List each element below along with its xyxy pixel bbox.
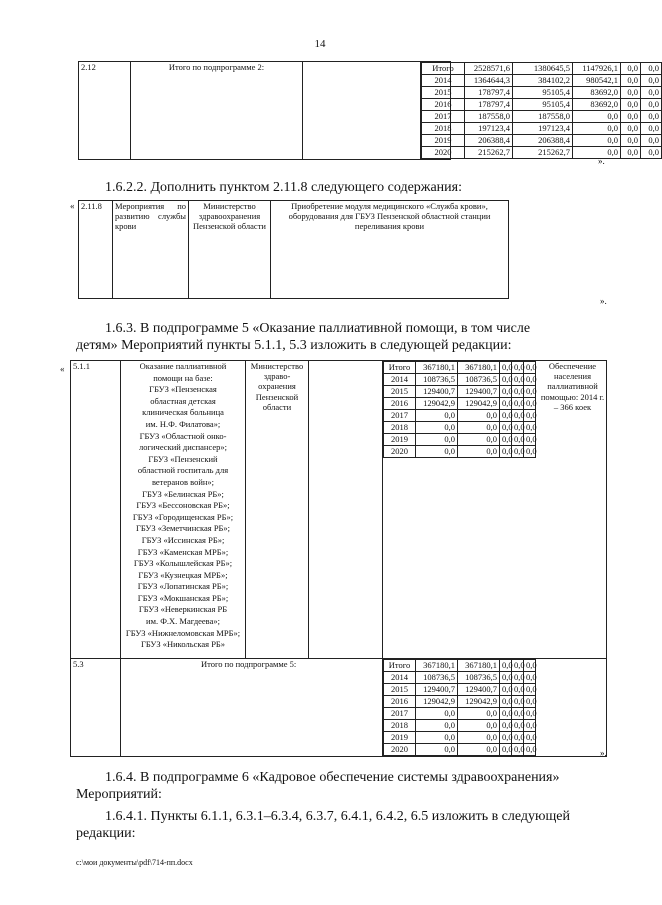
amount-cell: 0,0 <box>512 422 524 434</box>
open-quote-mark: « <box>60 364 65 374</box>
amount-cell: 0,0 <box>416 434 458 446</box>
amount-cell: 0,0 <box>500 446 512 458</box>
close-quote-mark: ». <box>600 748 607 758</box>
table-row <box>71 659 607 757</box>
amount-cell: 0,0 <box>416 410 458 422</box>
amount-cell: 0,0 <box>524 672 536 684</box>
amount-cell: 0,0 <box>524 362 536 374</box>
amount-cell: 129042,9 <box>416 398 458 410</box>
amount-cell: 178797,4 <box>465 87 513 99</box>
amount-cell: 0,0 <box>500 744 512 756</box>
event-line: ГБУЗ «Областной онко- <box>139 430 227 441</box>
year-cell: 2018 <box>422 123 465 135</box>
finance-row <box>384 386 536 398</box>
year-cell: 2019 <box>384 732 416 744</box>
finance-table <box>383 361 536 458</box>
event-line: ГБУЗ «Колышлейская РБ»; <box>133 558 233 569</box>
amount-cell: 0,0 <box>512 732 524 744</box>
executor: Министерство здраво-охранения Пензенской области <box>246 361 309 659</box>
event-line: ГБУЗ «Кузнецкая МРБ»; <box>138 569 228 580</box>
amount-cell: 95105,4 <box>513 99 573 111</box>
event-line: ветеранов войн»; <box>151 476 215 487</box>
amount-cell: 0,0 <box>458 422 500 434</box>
amount-cell: 0,0 <box>512 434 524 446</box>
amount-cell: 0,0 <box>621 135 641 147</box>
amount-cell: 0,0 <box>500 434 512 446</box>
amount-cell: 83692,0 <box>573 99 621 111</box>
amount-cell: 187558,0 <box>513 111 573 123</box>
item-number: 2.12 <box>79 62 131 160</box>
amount-cell: 95105,4 <box>513 87 573 99</box>
paragraph-1-6-2-2: 1.6.2.2. Дополнить пунктом 2.11.8 следующего содержания: <box>105 180 462 195</box>
table-row <box>79 62 531 160</box>
paragraph-1-6-4-line1: 1.6.4. В подпрограмме 6 «Кадровое обеспечение системы здравоохранения» <box>105 770 560 785</box>
footer-file-path: c:\мои документы\pdf\714-пп.docx <box>76 858 193 867</box>
event-line: ГБУЗ «Мокшанская РБ»; <box>137 592 229 603</box>
amount-cell: 108736,5 <box>416 374 458 386</box>
subprogram-2-total-table <box>78 61 659 160</box>
amount-cell: 0,0 <box>512 398 524 410</box>
finance-row <box>422 135 662 147</box>
year-cell: 2017 <box>422 111 465 123</box>
amount-cell: 0,0 <box>524 410 536 422</box>
amount-cell: 0,0 <box>524 684 536 696</box>
year-cell: 2015 <box>384 386 416 398</box>
amount-cell: 2528571,6 <box>465 63 513 75</box>
amount-cell: 0,0 <box>500 732 512 744</box>
amount-cell: 0,0 <box>458 744 500 756</box>
item-number: 5.3 <box>71 659 121 757</box>
finance-row <box>384 684 536 696</box>
year-cell: 2019 <box>384 434 416 446</box>
amount-cell: 0,0 <box>512 672 524 684</box>
executor: Министерство здравоохранения Пензенской области <box>189 201 271 299</box>
amount-cell: 0,0 <box>573 111 621 123</box>
amount-cell: 0,0 <box>621 99 641 111</box>
amount-cell: 0,0 <box>512 410 524 422</box>
amount-cell: 367180,1 <box>416 362 458 374</box>
event-line: логический диспансер»; <box>139 442 227 453</box>
amount-cell: 0,0 <box>500 398 512 410</box>
amount-cell: 0,0 <box>458 446 500 458</box>
year-cell: 2015 <box>384 684 416 696</box>
amount-cell: 0,0 <box>641 135 662 147</box>
year-cell: 2020 <box>422 147 465 159</box>
event-line: Оказание паллиативной <box>139 361 227 371</box>
finance-row <box>384 696 536 708</box>
finance-row <box>384 660 536 672</box>
event-line: им. Ф.Х. Магдеева»; <box>146 616 220 627</box>
amount-cell: 0,0 <box>524 386 536 398</box>
amount-cell: 0,0 <box>641 63 662 75</box>
year-cell: Итого <box>384 362 416 374</box>
amount-cell: 0,0 <box>524 446 536 458</box>
amount-cell: 0,0 <box>524 708 536 720</box>
amount-cell: 0,0 <box>621 147 641 159</box>
year-cell: 2014 <box>384 672 416 684</box>
amount-cell: 0,0 <box>512 374 524 386</box>
page-number: 14 <box>314 38 326 50</box>
finance-row <box>422 147 662 159</box>
item-2-11-8-table <box>78 200 599 299</box>
amount-cell: 0,0 <box>573 123 621 135</box>
amount-cell: 0,0 <box>416 422 458 434</box>
amount-cell: 0,0 <box>512 660 524 672</box>
event-name <box>121 361 246 659</box>
amount-cell: 0,0 <box>416 720 458 732</box>
amount-cell: 0,0 <box>458 732 500 744</box>
empty-cell <box>309 361 383 659</box>
year-cell: 2020 <box>384 446 416 458</box>
finance-row <box>384 744 536 756</box>
finance-row <box>384 446 536 458</box>
amount-cell: 0,0 <box>641 99 662 111</box>
amount-cell: 0,0 <box>641 111 662 123</box>
amount-cell: 0,0 <box>524 398 536 410</box>
amount-cell: 197123,4 <box>465 123 513 135</box>
amount-cell: 83692,0 <box>573 87 621 99</box>
amount-cell: 0,0 <box>416 732 458 744</box>
amount-cell: 1380645,5 <box>513 63 573 75</box>
amount-cell: 108736,5 <box>458 672 500 684</box>
amount-cell: 129400,7 <box>458 684 500 696</box>
amount-cell: 0,0 <box>512 696 524 708</box>
table-row <box>71 361 607 659</box>
paragraph-1-6-3-line1: 1.6.3. В подпрограмме 5 «Оказание паллиативной помощи, в том числе <box>105 321 531 336</box>
amount-cell: 0,0 <box>641 147 662 159</box>
amount-cell: 0,0 <box>512 362 524 374</box>
year-cell: Итого <box>384 660 416 672</box>
amount-cell: 206388,4 <box>465 135 513 147</box>
event-line: помощи на базе: <box>153 372 213 383</box>
event-line: областная детская <box>150 395 216 406</box>
amount-cell: 0,0 <box>458 434 500 446</box>
year-cell: 2016 <box>384 398 416 410</box>
event-line: ГБУЗ «Неверкинская РБ <box>138 604 228 615</box>
paragraph-1-6-4-1-line1: 1.6.4.1. Пункты 6.1.1, 6.3.1–6.3.4, 6.3.7, 6.4.1, 6.4.2, 6.5 изложить в следующей <box>105 809 570 824</box>
amount-cell: 0,0 <box>458 410 500 422</box>
event-line: ГБУЗ «Белинская РБ»; <box>142 488 224 499</box>
amount-cell: 0,0 <box>500 374 512 386</box>
amount-cell: 0,0 <box>512 744 524 756</box>
item-label: Итого по подпрограмме 2: <box>131 62 303 160</box>
amount-cell: 0,0 <box>458 708 500 720</box>
amount-cell: 367180,1 <box>416 660 458 672</box>
close-quote-mark: ». <box>600 296 607 306</box>
year-cell: 2017 <box>384 708 416 720</box>
year-cell: 2016 <box>384 696 416 708</box>
amount-cell: 0,0 <box>512 720 524 732</box>
amount-cell: 0,0 <box>512 684 524 696</box>
finance-row <box>384 362 536 374</box>
amount-cell: 215262,7 <box>465 147 513 159</box>
event-line: им. Н.Ф. Филатова»; <box>145 418 221 429</box>
amount-cell: 0,0 <box>641 87 662 99</box>
amount-cell: 129400,7 <box>416 386 458 398</box>
amount-cell: 206388,4 <box>513 135 573 147</box>
amount-cell: 0,0 <box>621 87 641 99</box>
event-line: ГБУЗ «Лопатинская РБ»; <box>137 581 229 592</box>
finance-row <box>422 75 662 87</box>
amount-cell: 0,0 <box>512 708 524 720</box>
amount-cell: 0,0 <box>500 708 512 720</box>
amount-cell: 0,0 <box>641 75 662 87</box>
amount-cell: 367180,1 <box>458 660 500 672</box>
finance-cell <box>421 62 659 160</box>
amount-cell: 0,0 <box>573 135 621 147</box>
amount-cell: 0,0 <box>500 684 512 696</box>
amount-cell: 0,0 <box>641 123 662 135</box>
finance-row <box>384 398 536 410</box>
finance-row <box>384 374 536 386</box>
year-cell: 2018 <box>384 422 416 434</box>
event-line: ГБУЗ «Пензенская <box>149 384 217 395</box>
amount-cell: 0,0 <box>500 660 512 672</box>
amount-cell: 0,0 <box>500 410 512 422</box>
amount-cell: 0,0 <box>500 672 512 684</box>
amount-cell: 129042,9 <box>416 696 458 708</box>
item-number: 2.11.8 <box>79 201 113 299</box>
amount-cell: 1364644,3 <box>465 75 513 87</box>
event-line: ГБУЗ «Иссинская РБ»; <box>141 534 225 545</box>
finance-row <box>384 672 536 684</box>
paragraph-1-6-3-line2: детям» Мероприятий пункты 5.1.1, 5.3 изложить в следующей редакции: <box>76 338 512 353</box>
year-cell: 2014 <box>422 75 465 87</box>
amount-cell: 0,0 <box>524 422 536 434</box>
amount-cell: 108736,5 <box>458 374 500 386</box>
amount-cell: 129042,9 <box>458 696 500 708</box>
finance-row <box>384 708 536 720</box>
finance-row <box>384 410 536 422</box>
amount-cell: 0,0 <box>621 123 641 135</box>
amount-cell: 0,0 <box>500 422 512 434</box>
amount-cell: 0,0 <box>500 386 512 398</box>
year-cell: 2018 <box>384 720 416 732</box>
amount-cell: 187558,0 <box>465 111 513 123</box>
finance-row <box>422 123 662 135</box>
amount-cell: 0,0 <box>621 63 641 75</box>
event-line: ГБУЗ «Бессоновская РБ»; <box>136 500 230 511</box>
event-name: Мероприятия по развитию службы крови <box>113 201 189 299</box>
amount-cell: 1147926,1 <box>573 63 621 75</box>
year-cell: 2014 <box>384 374 416 386</box>
amount-cell: 384102,2 <box>513 75 573 87</box>
event-line: ГБУЗ «Никольская РБ» <box>140 639 226 650</box>
amount-cell: 0,0 <box>416 446 458 458</box>
amount-cell: 0,0 <box>416 708 458 720</box>
amount-cell: 0,0 <box>524 434 536 446</box>
table-row <box>79 201 599 299</box>
event-line: ГБУЗ «Земетчинская РБ»; <box>135 523 231 534</box>
amount-cell: 215262,7 <box>513 147 573 159</box>
close-quote-mark: ». <box>598 156 605 166</box>
finance-row <box>384 732 536 744</box>
amount-cell: 0,0 <box>621 75 641 87</box>
finance-table <box>421 62 662 159</box>
amount-cell: 0,0 <box>524 660 536 672</box>
amount-cell: 0,0 <box>524 744 536 756</box>
year-cell: 2017 <box>384 410 416 422</box>
finance-cell <box>383 361 607 659</box>
amount-cell: 178797,4 <box>465 99 513 111</box>
expected-result: Обеспечение населения паллиативной помощью: 2014 г. – 366 коек <box>540 361 605 412</box>
event-line: клиническая больница <box>142 407 224 418</box>
finance-row <box>384 720 536 732</box>
finance-row <box>422 111 662 123</box>
finance-row <box>384 434 536 446</box>
subprogram-5-table <box>70 360 607 757</box>
amount-cell: 0,0 <box>524 732 536 744</box>
finance-row <box>422 63 662 75</box>
amount-cell: 0,0 <box>524 696 536 708</box>
expected-result: Приобретение модуля медицинского «Служба крови», оборудования для ГБУЗ Пензенской областной станции переливания крови <box>271 201 509 299</box>
amount-cell: 0,0 <box>512 446 524 458</box>
item-label: Итого по подпрограмме 5: <box>121 659 383 757</box>
year-cell: 2015 <box>422 87 465 99</box>
amount-cell: 129400,7 <box>458 386 500 398</box>
amount-cell: 0,0 <box>524 720 536 732</box>
amount-cell: 197123,4 <box>513 123 573 135</box>
event-line: областной госпиталь для <box>137 465 229 476</box>
item-number: 5.1.1 <box>71 361 121 659</box>
event-line: ГБУЗ «Каменская МРБ»; <box>137 546 229 557</box>
amount-cell: 0,0 <box>500 362 512 374</box>
paragraph-1-6-4-line2: Мероприятий: <box>76 787 162 802</box>
finance-row <box>422 99 662 111</box>
year-cell: 2016 <box>422 99 465 111</box>
year-cell: Итого <box>422 63 465 75</box>
finance-cell <box>383 659 607 757</box>
amount-cell: 0,0 <box>512 386 524 398</box>
event-line: ГБУЗ «Пензенский <box>148 453 218 464</box>
amount-cell: 980542,1 <box>573 75 621 87</box>
amount-cell: 129042,9 <box>458 398 500 410</box>
year-cell: 2019 <box>422 135 465 147</box>
amount-cell: 0,0 <box>416 744 458 756</box>
finance-table <box>383 659 536 756</box>
finance-row <box>422 87 662 99</box>
amount-cell: 0,0 <box>500 720 512 732</box>
event-line: ГБУЗ «Нижнеломовская МРБ»; <box>125 627 241 638</box>
amount-cell: 0,0 <box>524 374 536 386</box>
amount-cell: 0,0 <box>621 111 641 123</box>
amount-cell: 108736,5 <box>416 672 458 684</box>
event-line: ГБУЗ «Городищенская РБ»; <box>132 511 234 522</box>
amount-cell: 0,0 <box>573 147 621 159</box>
finance-row <box>384 422 536 434</box>
amount-cell: 367180,1 <box>458 362 500 374</box>
amount-cell: 0,0 <box>500 696 512 708</box>
open-quote-mark: « <box>70 201 75 211</box>
paragraph-1-6-4-1-line2: редакции: <box>76 826 136 841</box>
amount-cell: 129400,7 <box>416 684 458 696</box>
amount-cell: 0,0 <box>458 720 500 732</box>
year-cell: 2020 <box>384 744 416 756</box>
empty-cell <box>303 62 421 160</box>
